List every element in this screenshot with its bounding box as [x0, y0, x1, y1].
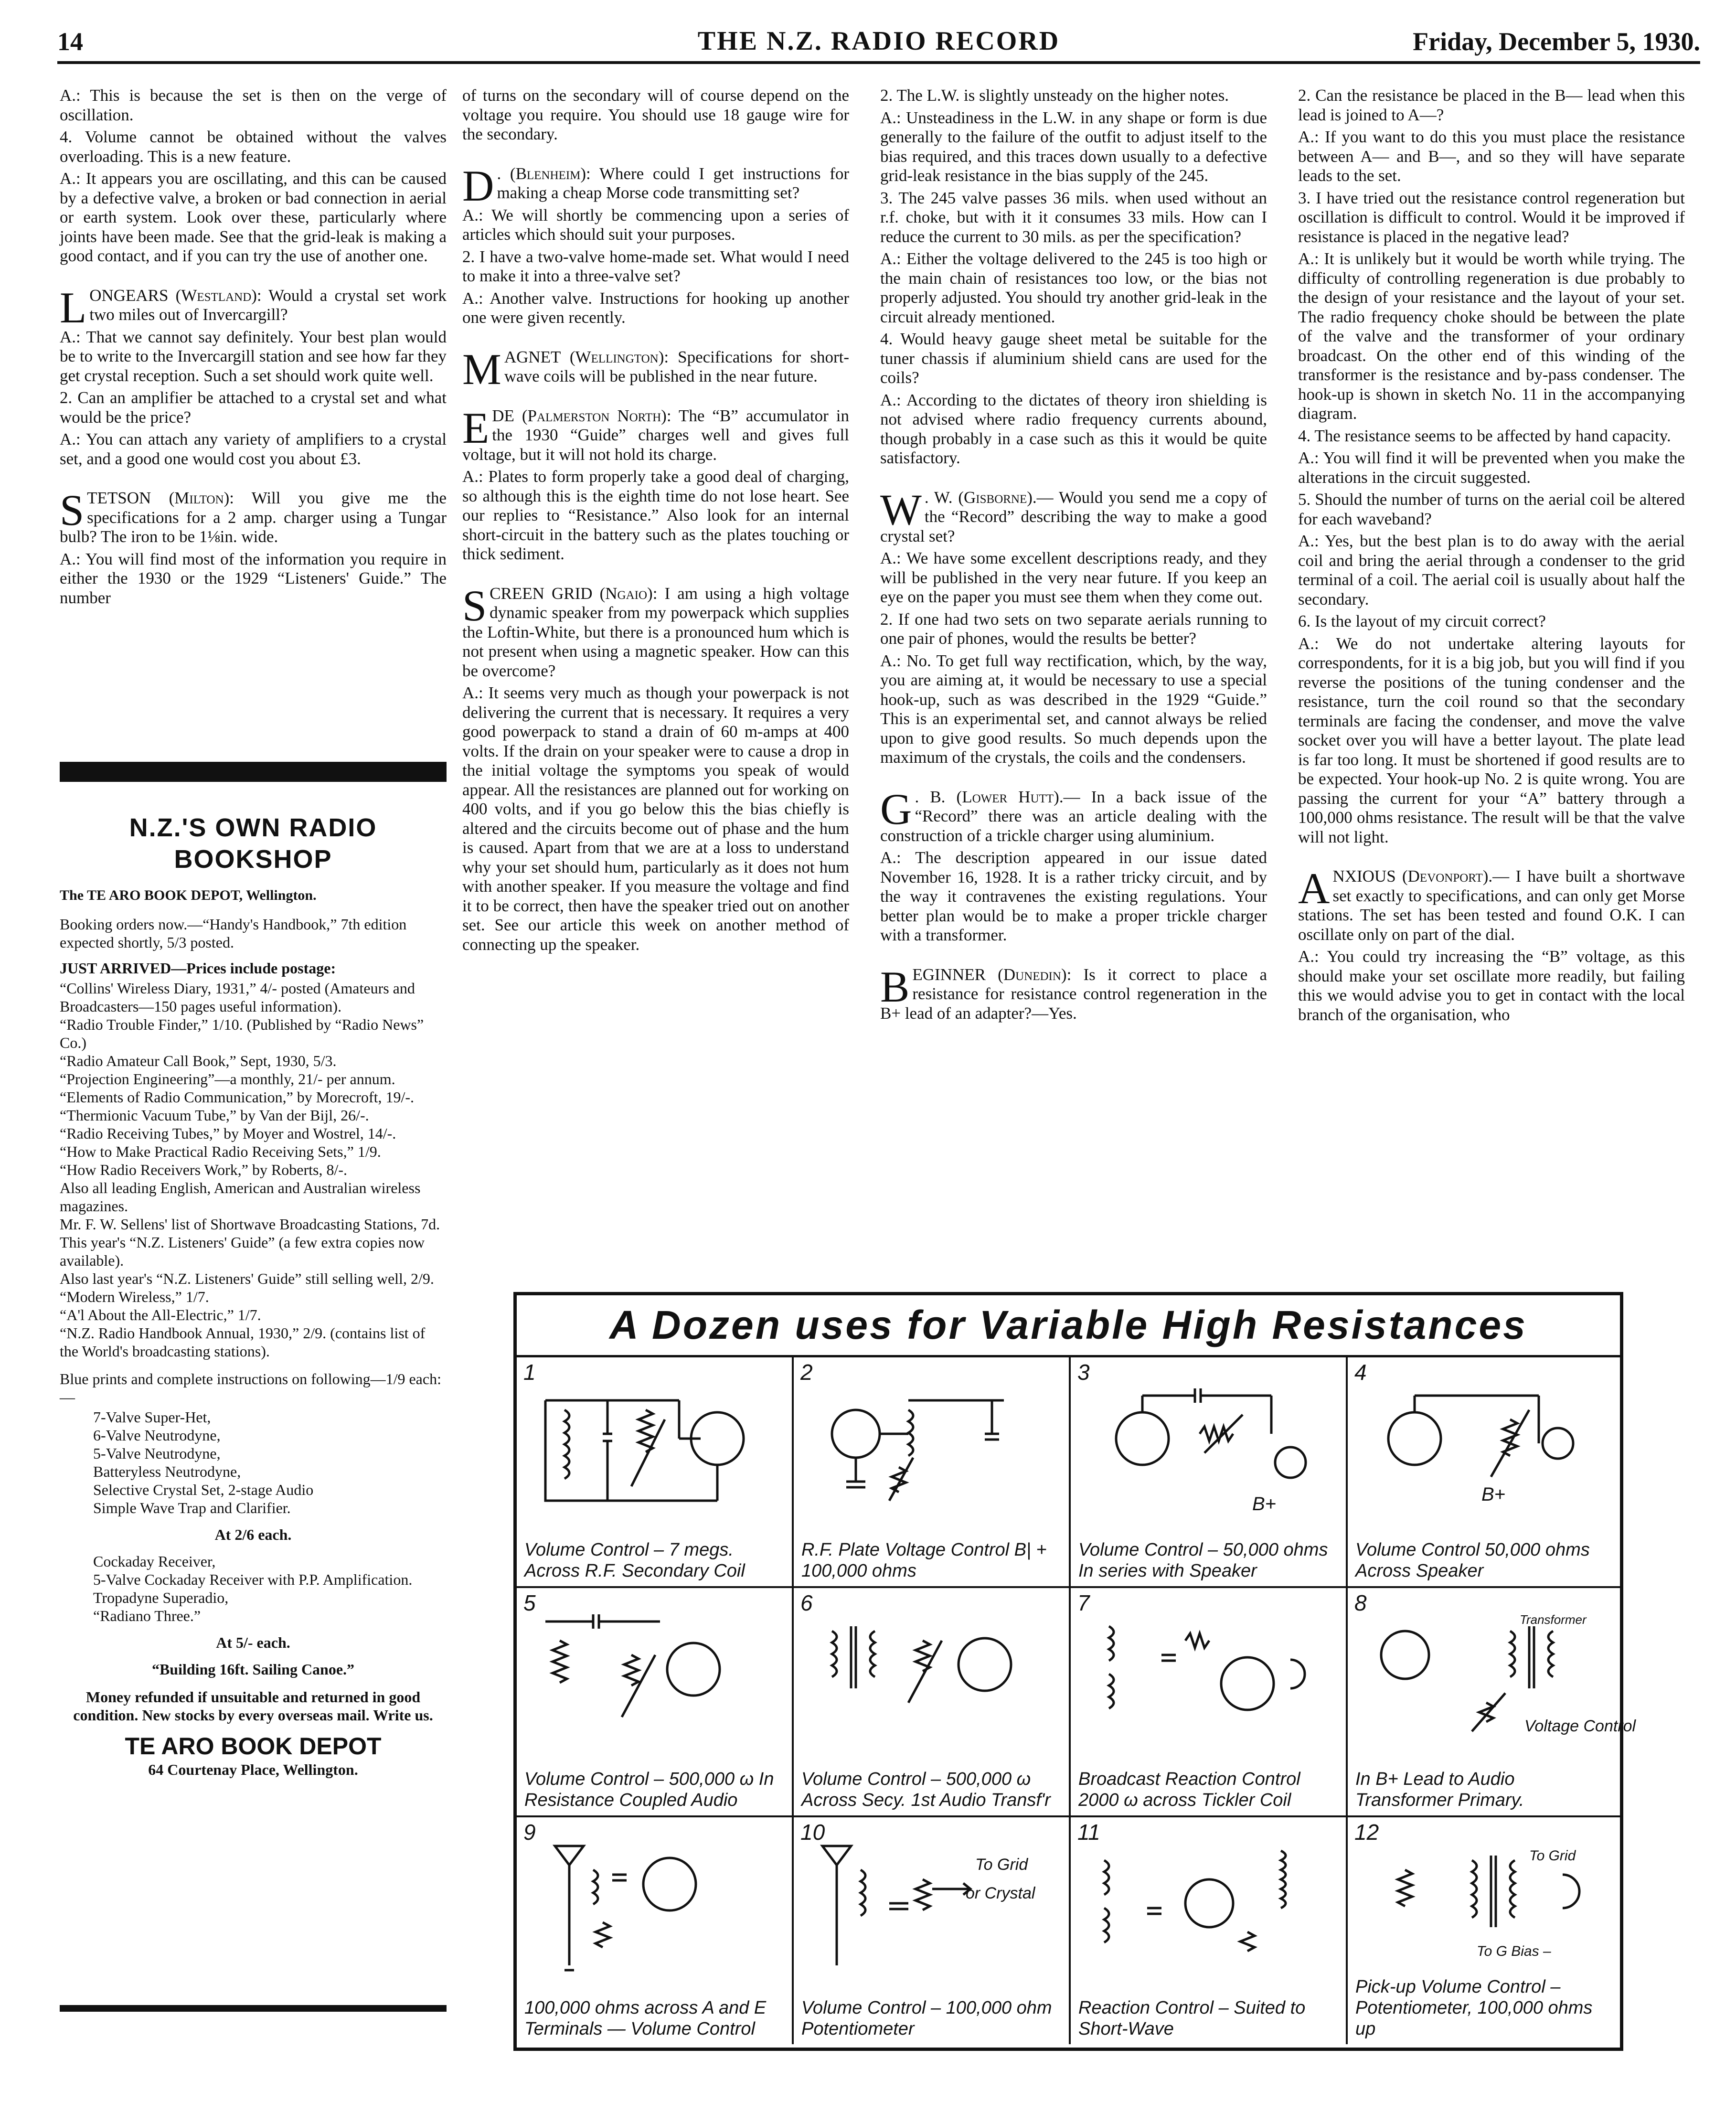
list-item: “Elements of Radio Communication,” by Morecroft, 19/-.	[60, 1088, 415, 1106]
query-d	[462, 161, 850, 328]
ad-blueprints: Blue prints and complete instructions on following—1/9 each:—	[60, 1370, 441, 1406]
diagram-cell-9	[517, 1817, 794, 2044]
drop-cap: W	[880, 485, 922, 534]
answer: A.: You could try increasing the “B” voltage, as this should make your set oscillate more readily, but failing this we would advise you to get in contact with the local branch of the organisation, who	[1298, 947, 1685, 1024]
question: Would you send me a copy of the “Record” describing the way to make a good crystal set?	[880, 488, 1267, 545]
answer: A.: You will find most of the information you require in either the 1930 or the 1929 “Listeners' Guide.” The number	[60, 549, 447, 607]
question: Where could I get instructions for making a cheap Morse code transmitting set?	[497, 164, 850, 202]
answer: A.: Plates to form properly take a good deal of charging, so although this is the eighth time do not lose heart. See our replies to “Resistance.” Also look for an internal short-circuit in the battery such as the plates touching or thick sediment.	[462, 467, 849, 563]
diagram-cell-6	[794, 1588, 1071, 1817]
canoe-item: “Building 16ft. Sailing Canoe.”	[151, 1661, 355, 1678]
drop-cap: S	[462, 581, 487, 630]
circuit-3-icon	[1090, 1381, 1329, 1525]
list-item: Batteryless Neutrodyne,	[93, 1463, 241, 1480]
paragraph: A.: Yes, but the best plan is to do away with the aerial coil and bring the aerial through a condenser to the grid terminal of a coil. The aerial coil is usually about half the secondary.	[1298, 532, 1685, 608]
list-item: 5-Valve Cockaday Receiver with P.P. Amplification.	[93, 1571, 413, 1588]
drop-cap: A	[1298, 864, 1330, 913]
cell-number: 3	[1077, 1360, 1090, 1385]
cell-caption: Broadcast Reaction Control 2000 ω across Tickler Coil	[1078, 1769, 1300, 1810]
column-rule	[60, 2005, 447, 2012]
circuit-6-icon	[813, 1612, 1052, 1755]
column-4	[1298, 86, 1685, 1256]
diagram-title: A Dozen uses for Variable High Resistances	[517, 1295, 1620, 1357]
paragraph: A.: It appears you are oscillating, and this can be caused by a defective valve, a broken or bad connection in aerial or earth system. Look over these, particularly where joints have been made. See that the grid-leak is making a good contact, and if you can try the use of another one.	[60, 169, 447, 265]
question: 2. Can an amplifier be attached to a crystal set and what would be the price?	[60, 388, 447, 427]
cell-caption: R.F. Plate Voltage Control B| + 100,000 ohms	[801, 1540, 1047, 1581]
list-item: “Thermionic Vacuum Tube,” by Van der Bijl, 26/-.	[60, 1107, 369, 1124]
diagram-label: B+	[1481, 1484, 1506, 1505]
correspondent-name: NXIOUS (Devonport).—	[1332, 867, 1510, 885]
drop-cap: S	[60, 486, 85, 534]
cell-caption: Volume Control – 7 megs. Across R.F. Secondary Coil	[524, 1540, 745, 1581]
paragraph: of turns on the secondary will of course depend on the voltage you require. You should use 18 gauge wire for the secondary.	[462, 86, 849, 143]
paragraph: A.: It is unlikely but it would be worth while trying. The difficulty of controlling regeneration is due probably to the design of your resistance and the layout of your set. The radio frequency choke should be between the plate of the valve and the transformer of your ordinary broadcast. On the other end of this winding of the transformer is the resistance and by-pass condenser. The hook-up is shown in sketch No. 11 in the accompanying diagram.	[1298, 249, 1685, 423]
diagram-cell-5	[517, 1588, 794, 1817]
paragraph: A.: Unsteadiness in the L.W. in any shape or form is due generally to the failure of the outfit to adjust itself to the bias required, and this traces down usually to a defective grid-leak resistance in the bias supply of the 245.	[880, 108, 1267, 185]
cell-number: 11	[1077, 1820, 1100, 1845]
question: 2. If one had two sets on two separate aerials running to one pair of phones, would the results be better?	[880, 609, 1267, 648]
question: Is it correct to place a resistance for resistance control regeneration in the B+ lead of an adapter?—Yes.	[880, 965, 1267, 1023]
question: In a back issue of the “Record” there was an article dealing with the construction of a trickle charger using aluminium.	[880, 787, 1267, 845]
issue-date: Friday, December 5, 1930.	[1413, 27, 1700, 56]
answer: A.: That we cannot say definitely. Your best plan would be to write to the Invercargill station and see how far they get crystal reception. Such a set should work quite well.	[60, 327, 447, 385]
query-longears	[60, 283, 447, 469]
question: Specifications for short-wave coils will be published in the near future.	[504, 347, 849, 385]
list-item: Simple Wave Trap and Clarifier.	[93, 1499, 291, 1516]
diagram-label: Transformer	[1520, 1612, 1587, 1627]
list-item: Tropadyne Superadio,	[93, 1589, 229, 1606]
cell-number: 6	[800, 1590, 813, 1615]
column-rule	[60, 762, 447, 782]
cell-caption: 100,000 ohms across A and E Terminals — Volume Control	[524, 1998, 767, 2039]
diagram-cell-3	[1071, 1357, 1348, 1588]
paragraph: 4. Volume cannot be obtained without the valves overloading. This is a new feature.	[60, 128, 447, 166]
list-item: “How Radio Receivers Work,” by Roberts, 8/-.	[60, 1161, 348, 1178]
paragraph: 3. I have tried out the resistance control regeneration but oscillation is difficult to control. Would it be improved if resistance is placed in the negative lead?	[1298, 188, 1685, 246]
correspondent-name: ONGEARS (Westland):	[89, 286, 262, 305]
paragraph: 5. Should the number of turns on the aerial coil be altered for each waveband?	[1298, 490, 1685, 528]
paragraph: 2. Can the resistance be placed in the B— lead when this lead is joined to A—?	[1298, 86, 1685, 124]
correspondent-name: . (Blenheim):	[497, 164, 591, 183]
correspondent-name: TETSON (Milton):	[87, 489, 234, 507]
list-item: “Radio Receiving Tubes,” by Moyer and Wostrel, 14/-.	[60, 1125, 396, 1142]
query-stetson	[60, 486, 447, 608]
column-1	[60, 86, 447, 755]
paragraph: A.: Either the voltage delivered to the 245 is too high or the main chain of resistances too low, or the bias not properly adjusted. You should try another grid-leak in the circuit already mentioned.	[880, 249, 1267, 326]
bookshop-advertisement	[60, 812, 447, 1779]
drop-cap: B	[880, 962, 910, 1011]
paragraph: 3. The 245 valve passes 36 mils. when used without an r.f. choke, but with it it consumes 33 mils. How can I reduce the current to 30 mils. as per the specification?	[880, 188, 1267, 246]
cell-caption: Volume Control – 100,000 ohm Potentiometer	[801, 1998, 1052, 2039]
diagram-cell-4	[1348, 1357, 1620, 1588]
circuit-1-icon	[536, 1381, 775, 1525]
drop-cap: D	[462, 161, 494, 210]
cell-caption: In B+ Lead to Audio Transformer Primary.	[1355, 1769, 1524, 1810]
cell-caption: Volume Control – 50,000 ohms In series with Speaker	[1078, 1540, 1328, 1581]
list-item: Cockaday Receiver,	[93, 1553, 216, 1570]
question: I have built a shortwave set exactly to specifications, and can only get Morse stations. The set has been tested and found O.K. I can oscillate only on part of the dial.	[1298, 867, 1685, 944]
correspondent-name: AGNET (Wellington):	[504, 347, 669, 366]
diagram-label: To G Bias –	[1477, 1943, 1551, 1959]
answer: A.: You can attach any variety of amplifiers to a crystal set, and a good one would cost you about £3.	[60, 430, 447, 468]
depot-address: 64 Courtenay Place, Wellington.	[148, 1761, 358, 1778]
answer: A.: Another valve. Instructions for hooking up another one were given recently.	[462, 288, 849, 327]
circuit-8-icon	[1367, 1612, 1636, 1755]
list-item: “How to Make Practical Radio Receiving Sets,” 1/9.	[60, 1143, 381, 1160]
ad-item-list	[60, 979, 447, 1360]
list-item: 6-Valve Neutrodyne,	[93, 1427, 221, 1444]
cell-number: 5	[523, 1590, 536, 1615]
cell-caption: Volume Control – 500,000 ω In Resistance Coupled Audio	[524, 1769, 774, 1810]
diagram-cell-10	[794, 1817, 1071, 2044]
cell-number: 4	[1354, 1360, 1367, 1385]
list-item: Mr. F. W. Sellens' list of Shortwave Broadcasting Stations, 7d.	[60, 1216, 440, 1233]
ad-subtitle: The TE ARO BOOK DEPOT, Wellington.	[60, 887, 317, 903]
list-item: This year's “N.Z. Listeners' Guide” (a few extra copies now available).	[60, 1234, 425, 1269]
diagram-cell-2	[794, 1357, 1071, 1588]
diagram-label: or Crystal	[966, 1884, 1035, 1902]
query-ede	[462, 403, 849, 564]
question: Would a crystal set work two miles out of Invercargill?	[89, 286, 447, 324]
answer: A.: No. To get full way rectification, which, by the way, you are aiming at, it would be necessary to use a special hook-up, such as was described in the 1929 “Guide.” This is an experimental set, and cannot always be relied upon to give good results. So much depends upon the maximum of the crystals, the coils and the condensers.	[880, 651, 1267, 767]
cell-number: 8	[1354, 1590, 1367, 1615]
diagram-cell-1	[517, 1357, 794, 1588]
answer: A.: The description appeared in our issue dated November 16, 1928. It is a rather tricky circuit, and by the way it contravenes the existing regulations. Your better plan would be to make a proper trickle charger with a transformer.	[880, 848, 1267, 944]
query-beginner	[880, 962, 1267, 1024]
question: The “B” accumulator in the 1930 “Guide” charges well and gives full voltage, but it will not hold its charge.	[462, 406, 849, 464]
cell-number: 1	[523, 1360, 536, 1385]
list-item: “N.Z. Radio Handbook Annual, 1930,” 2/9. (contains list of the World's broadcasting stations).	[60, 1324, 426, 1360]
correspondent-name: . B. (Lower Hutt).—	[915, 787, 1080, 806]
cell-caption: Volume Control – 500,000 ω Across Secy. 1st Audio Transf'r	[801, 1769, 1051, 1810]
list-item: “Radiano Three.”	[93, 1607, 201, 1624]
column-3	[880, 86, 1267, 1256]
page-header	[57, 23, 1700, 64]
diagram-label: Voltage Control	[1524, 1717, 1636, 1735]
cell-number: 10	[800, 1820, 825, 1845]
diagram-label: To Grid	[1529, 1848, 1576, 1864]
correspondent-name: . W. (Gisborne).—	[924, 488, 1054, 507]
diagram-cell-11	[1071, 1817, 1348, 2044]
list-item: “Radio Trouble Finder,” 1/10. (Published by “Radio News” Co.)	[60, 1016, 424, 1051]
query-ww	[880, 485, 1267, 768]
diagram-cell-7	[1071, 1588, 1348, 1817]
drop-cap: E	[462, 403, 490, 452]
paragraph: 4. Would heavy gauge sheet metal be suitable for the tuner chassis if aluminium shield cans are used for the coils?	[880, 330, 1267, 387]
answer: A.: It seems very much as though your powerpack is not delivering the current that is necessary. It requires a very good powerpack to stand a drain of 60 m-amps at 400 volts. If the drain on your speaker were to cause a drop in the initial voltage the symptoms you speak of would appear. All the resistances are planned out for working on 400 volts, and if you go below this the bias chiefly is altered and the circuits become out of phase and the hum is caused. Apart from that we are at a loss to understand why your set should hum, particularly as it does not hum with another speaker. If you measure the voltage and find it to be correct, then have the speaker tried out on another set. See our article this week on another method of connecting up the speaker.	[462, 683, 849, 954]
cell-number: 9	[523, 1820, 536, 1845]
paragraph: 2. The L.W. is slightly unsteady on the higher notes.	[880, 86, 1229, 105]
list-item: Also all leading English, American and Australian wireless magazines.	[60, 1179, 421, 1215]
question: Will you give me the specifications for a 2 amp. charger using a Tungar bulb? The iron to be 1⅛in. wide.	[60, 489, 447, 546]
drop-cap: G	[880, 784, 912, 833]
paragraph: 4. The resistance seems to be affected by hand capacity.	[1298, 426, 1671, 445]
circuit-12-icon	[1367, 1841, 1606, 1984]
query-magnet	[462, 344, 849, 394]
correspondent-name: DE (Palmerston North):	[492, 406, 671, 425]
paragraph: A.: You will find it will be prevented when you make the alterations in the circuit suggested.	[1298, 448, 1685, 487]
diagram-label: To Grid	[975, 1856, 1028, 1874]
paragraph: A.: According to the dictates of theory iron shielding is not advised where radio frequency currents abound, though probably in a case such as this it would be quite satisfactory.	[880, 390, 1267, 467]
list-item: Selective Crystal Set, 2-stage Audio	[93, 1481, 314, 1498]
list-item: Also last year's “N.Z. Listeners' Guide” still selling well, 2/9.	[60, 1270, 434, 1287]
cell-number: 12	[1354, 1820, 1379, 1845]
list-item: 7-Valve Super-Het,	[93, 1408, 211, 1426]
question: I am using a high voltage dynamic speaker from my powerpack which supplies the Loftin-White, but there is a pronounced hum which is not present when using a magnetic speaker. How can this be overcome?	[462, 584, 849, 680]
answer: A.: We have some excellent descriptions ready, and they will be published in the very near future. If you keep an eye on the paper you must see them when they come out.	[880, 549, 1267, 606]
circuit-11-icon	[1090, 1841, 1329, 1984]
correspondent-name: EGINNER (Dunedin):	[912, 965, 1072, 984]
query-anxious	[1298, 864, 1685, 1024]
ad-title: N.Z.'S OWN RADIO BOOKSHOP	[129, 813, 377, 874]
circuit-10-icon	[813, 1841, 1052, 1984]
depot-name: TE ARO BOOK DEPOT	[125, 1733, 382, 1760]
circuit-5-icon	[536, 1612, 775, 1755]
ad-refund: Money refunded if unsuitable and returned in good condition. New stocks by every overseas mail. Write us.	[73, 1688, 433, 1724]
cell-number: 2	[800, 1360, 813, 1385]
circuit-2-icon	[813, 1381, 1052, 1525]
answer: A.: We will shortly be commencing upon a series of articles which should suit your purposes.	[462, 205, 849, 244]
cell-caption: Volume Control 50,000 ohms Across Speaker	[1355, 1540, 1590, 1581]
circuit-9-icon	[536, 1841, 775, 1984]
paragraph: 6. Is the layout of my circuit correct?	[1298, 612, 1546, 630]
drop-cap: M	[462, 344, 501, 394]
question: 2. I have a two-valve home-made set. What would I need to make it into a three-valve set?	[462, 247, 849, 285]
cell-number: 7	[1077, 1590, 1090, 1615]
circuit-4-icon	[1367, 1381, 1606, 1525]
list-item: “Modern Wireless,” 1/7.	[60, 1288, 209, 1305]
diagram-label: B+	[1252, 1494, 1277, 1515]
price-heading: At 2/6 each.	[214, 1526, 292, 1543]
diagram-cell-12	[1348, 1817, 1620, 2044]
diagram-cell-8	[1348, 1588, 1636, 1817]
circuit-7-icon	[1090, 1612, 1329, 1755]
list-item: 5-Valve Neutrodyne,	[93, 1445, 221, 1462]
resistance-diagram-panel	[513, 1292, 1636, 2051]
ad-just-arrived: JUST ARRIVED—Prices include postage:	[60, 960, 336, 977]
column-2	[462, 86, 849, 1256]
list-item: “Projection Engineering”—a monthly, 21/- per annum.	[60, 1070, 395, 1088]
correspondent-name: CREEN GRID (Ngaio):	[490, 584, 658, 603]
list-item: “Collins' Wireless Diary, 1931,” 4/- posted (Amateurs and Broadcasters—150 pages useful information).	[60, 980, 415, 1015]
list-item: “Radio Amateur Call Book,” Sept, 1930, 5/3.	[60, 1052, 337, 1069]
paragraph: A.: If you want to do this you must place the resistance between A— and B—, and so they will have separate leads to the set.	[1298, 128, 1685, 185]
query-gb	[880, 784, 1267, 945]
drop-cap: L	[60, 283, 87, 332]
paragraph: A.: This is because the set is then on the verge of oscillation.	[60, 86, 447, 124]
list-item: “A'l About the All-Electric,” 1/7.	[60, 1306, 261, 1323]
masthead: THE N.Z. RADIO RECORD	[697, 26, 1060, 56]
paragraph: A.: We do not undertake altering layouts for correspondents, for it is a big job, but you will find if you reverse the positions of the tuning condenser and the resistance, turn the coil round so that the secondary terminals are facing the condenser, and move the valve socket over you will have a better layout. The plate lead is far too long. It must be shortened if good results are to be expected. Your hook-up No. 2 is quite wrong. You are passing the current for your “A” battery through a 100,000 ohms resistance. The result will be that the valve will not light.	[1298, 634, 1685, 846]
price-heading: At 5/- each.	[216, 1634, 290, 1651]
cell-caption: Reaction Control – Suited to Short-Wave	[1078, 1998, 1306, 2039]
page-number: 14	[57, 27, 83, 56]
ad-booking: Booking orders now.—“Handy's Handbook,” 7th edition expected shortly, 5/3 posted.	[60, 916, 407, 951]
cockaday-list	[60, 1552, 447, 1625]
query-screen-grid	[462, 581, 849, 955]
cell-caption: Pick-up Volume Control – Potentiometer, 100,000 ohms up	[1355, 1977, 1593, 2039]
blueprint-list	[60, 1408, 447, 1517]
